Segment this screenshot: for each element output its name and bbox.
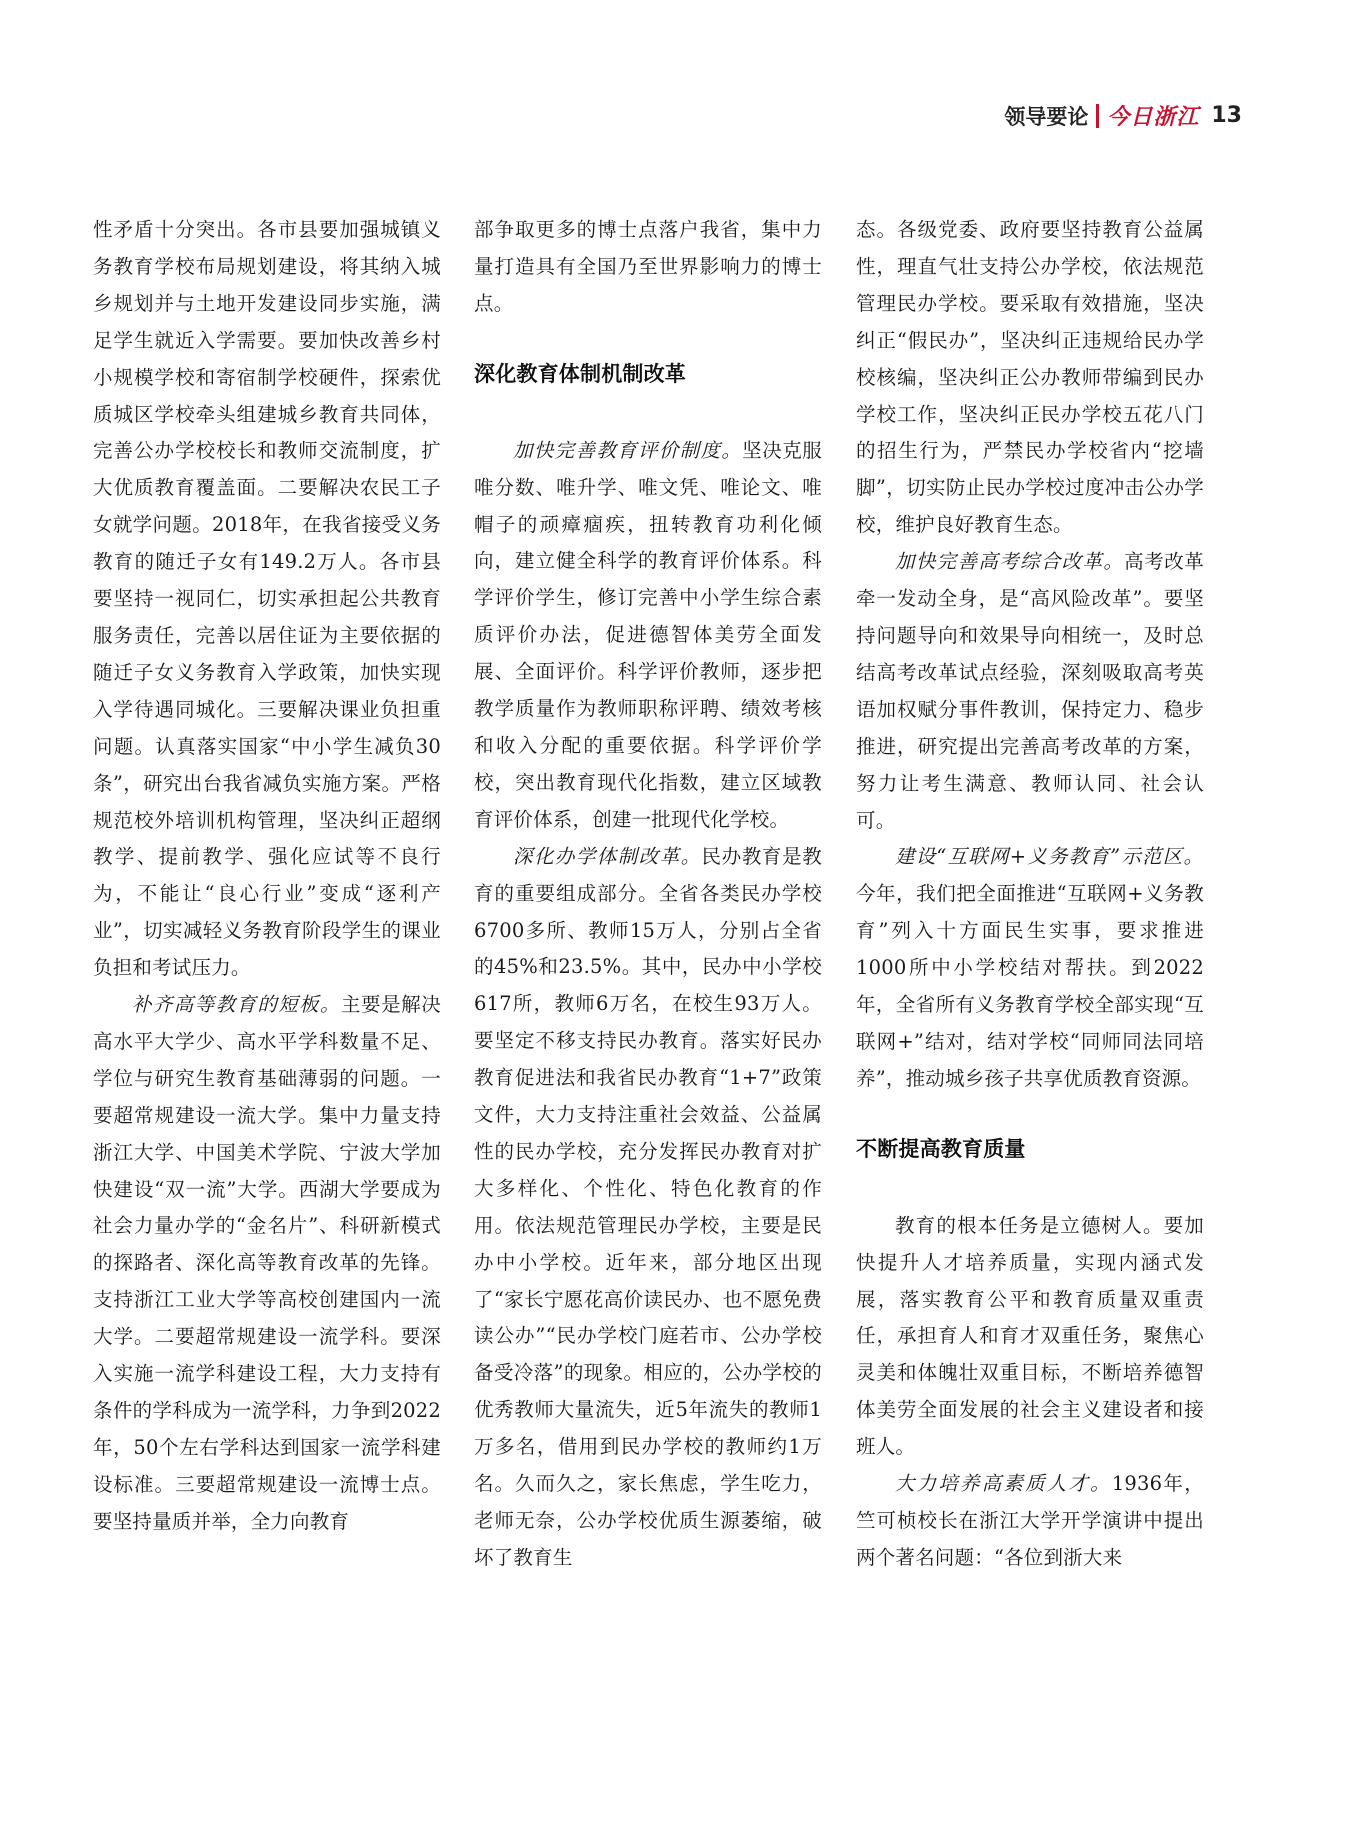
column-1: [93, 212, 441, 1541]
column-2: [474, 212, 822, 1577]
paragraph: [856, 1466, 1204, 1577]
paragraph-lead: 加快完善高考综合改革。: [895, 550, 1125, 574]
paragraph-body: 今年，我们把全面推进“互联网+义务教育”列入十方面民生实事，要求推进1000所中小学校结对帮扶。到2022年，全省所有义务教育学校全部实现“互联网+”结对，结对学校“同师同法同培养”，推动城乡孩子共享优质教育资源。: [856, 882, 1204, 1090]
paragraph: 态。各级党委、政府要坚持教育公益属性，理直气壮支持公办学校，依法规范管理民办学校。要采取有效措施，坚决纠正“假民办”，坚决纠正违规给民办学校核编，坚决纠正公办教师带编到民办学校工作，坚决纠正民办学校五花八门的招生行为，严禁民办学校省内“挖墙脚”，切实防止民办学校过度冲击公办学校，维护良好教育生态。: [856, 218, 1204, 537]
paragraph-body: 民办教育是教育的重要组成部分。全省各类民办学校6700多所、教师15万人，分别占全省的45%和23.5%。其中，民办中小学校617所，教师6万名，在校生93万人。要坚定不移支持民办教育。落实好民办教育促进法和我省民办教育“1+7”政策文件，大力支持注重社会效益、公益属性的民办学校，充分发挥民办教育对扩大多样化、个性化、特色化教育的作用。依法规范管理民办学校，主要是民办中小学校。近年来，部分地区出现了“家长宁愿花高价读民办、也不愿免费读公办”“民办学校门庭若市、公办学校备受冷落”的现象。相应的，公办学校的优秀教师大量流失，近5年流失的教师1万多名，借用到民办学校的教师约1万名。久而久之，家长焦虑，学生吃力，老师无奈，公办学校优质生源萎缩，破坏了教育生: [474, 844, 822, 1569]
paragraph: 部争取更多的博士点落户我省，集中力量打造具有全国乃至世界影响力的博士点。: [474, 218, 822, 315]
paragraph-lead: 补齐高等教育的短板。: [132, 993, 341, 1017]
paragraph: [474, 433, 822, 839]
page-number: 13: [1211, 103, 1242, 128]
paragraph-body: 坚决克服唯分数、唯升学、唯文凭、唯论文、唯帽子的顽瘴痼疾，扭转教育功利化倾向，建立健全科学的教育评价体系。科学评价学生，修订完善中小学生综合素质评价办法，促进德智体美劳全面发展、全面评价。科学评价教师，逐步把教学质量作为教师职称评聘、绩效考核和收入分配的重要依据。科学评价学校，突出教育现代化指数，建立区域教育评价体系，创建一批现代化学校。: [474, 438, 822, 831]
paragraph-body: 1936年，竺可桢校长在浙江大学开学演讲中提出两个著名问题：“各位到浙大来: [856, 1472, 1204, 1569]
paragraph: 性矛盾十分突出。各市县要加强城镇义务教育学校布局规划建设，将其纳入城乡规划并与土地开发建设同步实施，满足学生就近入学需要。要加快改善乡村小规模学校和寄宿制学校硬件，探索优质城区学校牵头组建城乡教育共同体，完善公办学校校长和教师交流制度，扩大优质教育覆盖面。二要解决农民工子女就学问题。2018年，在我省接受义务教育的随迁子女有149.2万人。各市县要坚持一视同仁，切实承担起公共教育服务责任，完善以居住证为主要依据的随迁子女义务教育入学政策，加快实现入学待遇同城化。三要解决课业负担重问题。认真落实国家“中小学生减负30条”，研究出台我省减负实施方案。严格规范校外培训机构管理，坚决纠正超纲教学、提前教学、强化应试等不良行为，不能让“良心行业”变成“逐利产业”，切实减轻义务教育阶段学生的课业负担和考试压力。: [93, 218, 441, 980]
paragraph-body: 主要是解决高水平大学少、高水平学科数量不足、学位与研究生教育基础薄弱的问题。一要超常规建设一流大学。集中力量支持浙江大学、中国美术学院、宁波大学加快建设“双一流”大学。西湖大学要成为社会力量办学的“金名片”、科研新模式的探路者、深化高等教育改革的先锋。支持浙江工业大学等高校创建国内一流大学。二要超常规建设一流学科。要深入实施一流学科建设工程，大力支持有条件的学科成为一流学科，力争到2022年，50个左右学科达到国家一流学科建设标准。三要超常规建设一流博士点。要坚持量质并举，全力向教育: [93, 993, 441, 1533]
paragraph-lead: 大力培养高素质人才。: [895, 1472, 1112, 1496]
paragraph: [856, 544, 1204, 839]
paragraph-lead: 深化办学体制改革。: [513, 844, 702, 868]
column-3: [856, 212, 1204, 1577]
paragraph-lead: 建设“互联网+义务教育”示范区。: [895, 845, 1204, 869]
section-heading: 深化教育体制机制改革: [474, 361, 686, 386]
paragraph: [93, 987, 441, 1541]
paragraph: [856, 839, 1204, 1097]
paragraph: [474, 839, 822, 1577]
magazine-logo: 今日浙江: [1107, 105, 1200, 130]
section-title: 领导要论: [1004, 104, 1089, 129]
paragraph-body: 高考改革牵一发动全身，是“高风险改革”。要坚持问题导向和效果导向相统一，及时总结高考改革试点经验，深刻吸取高考英语加权赋分事件教训，保持定力、稳步推进，研究提出完善高考改革的方案，努力让考生满意、教师认同、社会认可。: [856, 550, 1204, 832]
page-header: [1004, 100, 1242, 131]
section-heading: 不断提高教育质量: [856, 1136, 1026, 1161]
paragraph: 教育的根本任务是立德树人。要加快提升人才培养质量，实现内涵式发展，落实教育公平和教育质量双重责任，承担育人和育才双重任务，聚焦心灵美和体魄壮双重目标，不断培养德智体美劳全面发展的社会主义建设者和接班人。: [856, 1213, 1204, 1459]
paragraph-lead: 加快完善教育评价制度。: [513, 438, 743, 462]
header-divider: [1096, 104, 1099, 128]
